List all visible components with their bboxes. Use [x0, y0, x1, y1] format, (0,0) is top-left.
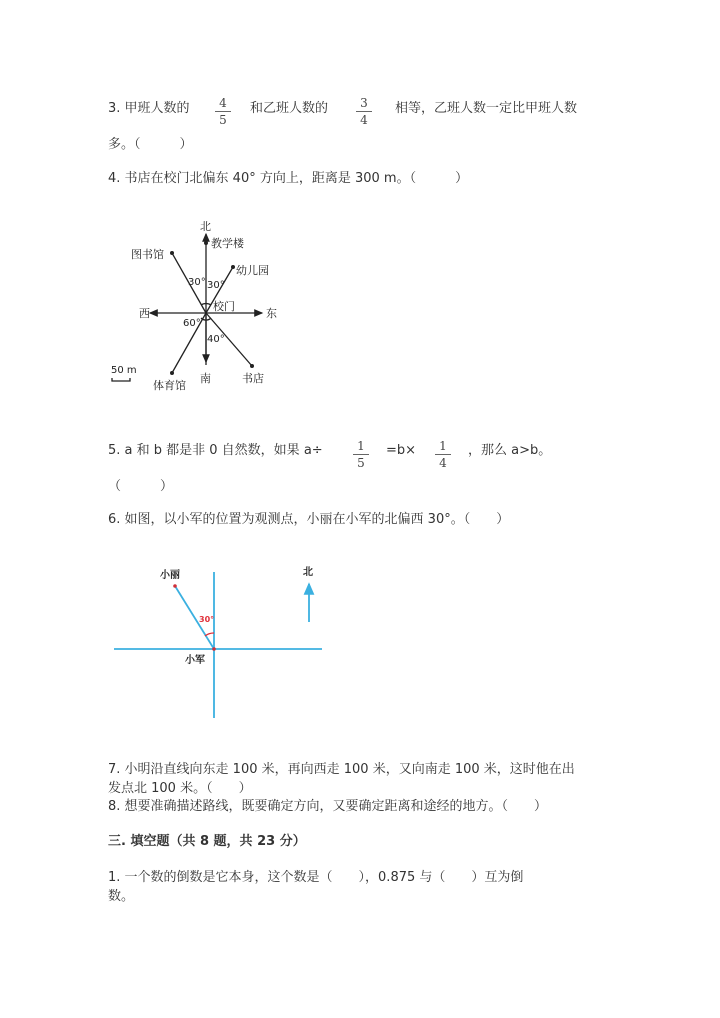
q3-text-a: 3. 甲班人数的 — [108, 101, 190, 116]
angle-arc — [205, 633, 214, 636]
label-west: 西 — [139, 307, 150, 320]
denominator: 5 — [357, 456, 365, 470]
label-east: 东 — [266, 307, 277, 320]
numerator: 1 — [357, 439, 365, 453]
q4-text: 4. 书店在校门北偏东 40° 方向上，距离是 300 m。（ ） — [108, 171, 469, 186]
label-angle-40: 40° — [207, 334, 225, 345]
fill-q1-line1: 1. 一个数的倒数是它本身，这个数是（ ），0.875 与（ ）互为倒 — [108, 870, 524, 885]
label-library: 图书馆 — [131, 248, 164, 261]
label-xiaojun: 小军 — [185, 655, 205, 666]
label-kindergarten: 幼儿园 — [236, 264, 269, 277]
numerator: 4 — [219, 96, 227, 110]
q7-line1: 7. 小明沿直线向东走 100 米，再向西走 100 米，又向南走 100 米，这时他在出 — [108, 762, 575, 777]
label-angle-30b: 30° — [207, 280, 225, 291]
q3-line2: 多。（ ） — [108, 137, 193, 152]
q5-text-b: =b× — [386, 443, 417, 458]
label-school-gate: 校门 — [213, 300, 235, 313]
numerator: 3 — [360, 96, 368, 110]
q3-text-c: 相等，乙班人数一定比甲班人数 — [395, 101, 578, 116]
label-angle: 30° — [199, 615, 215, 624]
denominator: 5 — [219, 113, 227, 127]
label-bookstore: 书店 — [242, 372, 264, 385]
q5-text-a: 5. a 和 b 都是非 0 自然数，如果 a÷ — [108, 443, 323, 458]
xiaojun-point — [212, 647, 216, 651]
denominator: 4 — [360, 113, 368, 127]
label-angle-30a: 30° — [188, 277, 206, 288]
q5-fraction-2 — [435, 439, 451, 470]
fill-q1-line2: 数。 — [108, 889, 135, 904]
label-teaching-building: 教学楼 — [211, 237, 244, 250]
scale-bar — [112, 378, 130, 381]
label-xiaoli: 小丽 — [160, 570, 180, 581]
q5-line2: （ ） — [108, 479, 174, 494]
q3-text-b: 和乙班人数的 — [250, 101, 329, 116]
label-north: 北 — [303, 567, 313, 578]
label-gym: 体育馆 — [153, 379, 186, 392]
q8-text: 8. 想要准确描述路线，既要确定方向，又要确定距离和途经的地方。（ ） — [108, 799, 548, 814]
q6-text: 6. 如图，以小军的位置为观测点，小丽在小军的北偏西 30°。（ ） — [108, 512, 510, 527]
denominator: 4 — [439, 456, 447, 470]
label-south: 南 — [200, 372, 211, 385]
q5-text-c: ，那么 a>b。 — [468, 443, 552, 458]
label-angle-60: 60° — [183, 318, 201, 329]
direction-diagram — [114, 572, 322, 718]
section-title: 三. 填空题（共 8 题，共 23 分） — [108, 834, 306, 849]
label-north: 北 — [200, 220, 211, 233]
xiaoli-point — [173, 584, 177, 588]
label-scale: 50 m — [111, 365, 137, 376]
q5-fraction-1 — [353, 439, 369, 470]
q7-line2: 发点北 100 米。（ ） — [108, 781, 252, 796]
numerator: 1 — [439, 439, 447, 453]
